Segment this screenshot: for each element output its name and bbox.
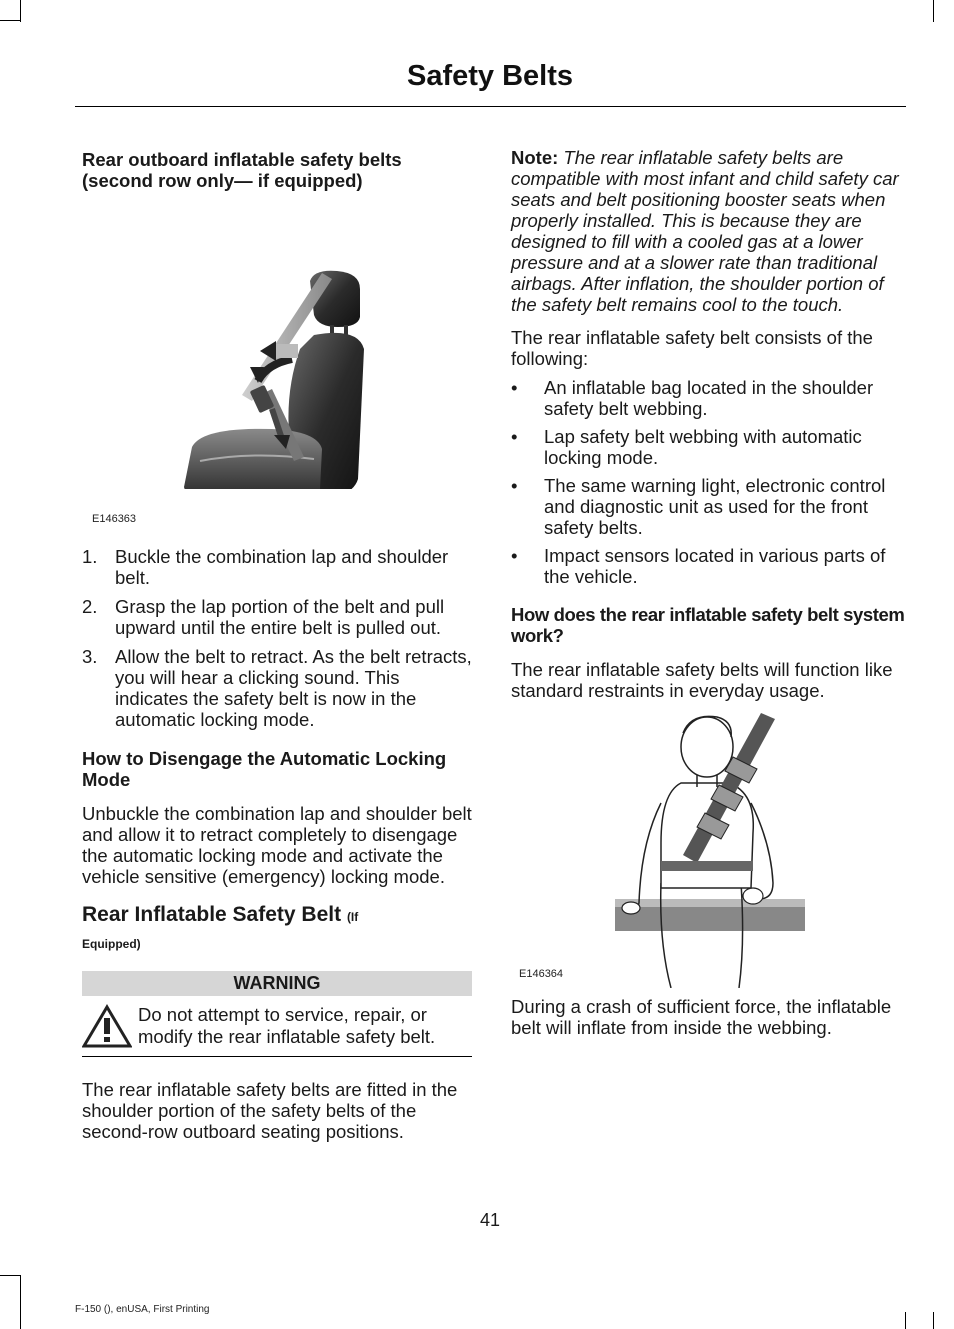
figure-id: E146363 (92, 513, 137, 525)
section-heading-inflatable-belts: Rear outboard inflatable safety belts (second row only— if equipped) (82, 149, 402, 191)
section-heading-rear-inflatable: Rear Inflatable Safety Belt (If (82, 903, 359, 926)
seat-belt-illustration (82, 199, 472, 489)
section-heading-how-it-works: How does the rear inflatable safety belt system work? (511, 604, 905, 646)
title-rule (75, 106, 906, 107)
right-column (511, 146, 905, 1038)
list-item: • The same warning light, electronic control and diagnostic unit as used for the front safety belts. (511, 475, 886, 538)
list-item: • Impact sensors located in various parts of the vehicle. (511, 545, 886, 587)
note-text: The rear inflatable safety belts are compatible with most infant and child safety car seats and belt positioning booster seats when properly installed. This is because they are designed to fill with a cooled gas at a lower pressure and at a slower rate than traditional airbags. After inflation, the shoulder portion of the safety belt remains cool to the touch. (511, 147, 899, 315)
consists-intro: The rear inflatable safety belt consists of the following: (511, 327, 873, 369)
crop-mark (905, 1312, 906, 1329)
list-item: 2. Grasp the lap portion of the belt and pull upward until the entire belt is pulled out. (82, 596, 445, 638)
crop-mark (933, 1312, 934, 1329)
figure-id: E146364 (519, 968, 564, 980)
crop-mark (0, 20, 20, 21)
seat-belt-figure (82, 199, 472, 525)
steps-list (82, 546, 472, 730)
components-list (511, 377, 905, 587)
page-number: 41 (479, 1210, 501, 1230)
how-it-works-body: The rear inflatable safety belts will function like standard restraints in everyday usage. (511, 659, 893, 701)
warning-text: Do not attempt to service, repair, or modify the rear inflatable safety belt. (138, 1004, 436, 1047)
list-item: • Lap safety belt webbing with automatic locking mode. (511, 426, 862, 468)
warning-label: WARNING (82, 971, 472, 996)
print-info: F-150 (), enUSA, First Printing (75, 1304, 210, 1315)
warning-triangle-icon (82, 1004, 132, 1048)
list-item: 3. Allow the belt to retract. As the belt retracts, you will hear a clicking sound. This indicates the safety belt is now in the automatic locking mode. (82, 646, 472, 730)
note-label: Note: (511, 147, 559, 168)
crash-body: During a crash of sufficient force, the inflatable belt will inflate from inside the webbing. (511, 996, 892, 1038)
left-column (82, 146, 472, 1142)
rear-inflatable-body: The rear inflatable safety belts are fitted in the shoulder portion of the safety belts of the second-row outboard seating positions. (82, 1079, 458, 1142)
list-item: 1. Buckle the combination lap and shoulder belt. (82, 546, 449, 588)
crop-mark (20, 1275, 21, 1329)
warning-box (82, 971, 472, 1057)
note-paragraph (511, 146, 905, 315)
list-item: • An inflatable bag located in the shoulder safety belt webbing. (511, 377, 874, 419)
disengage-body: Unbuckle the combination lap and shoulder belt and allow it to retract completely to disengage the automatic locking mode and activate the vehicle sensitive (emergency) locking mode. (82, 803, 472, 887)
child-belt-illustration (511, 713, 905, 988)
crop-mark (0, 1275, 20, 1276)
page-title: Safety Belts (406, 60, 573, 92)
crop-mark (933, 0, 934, 22)
crop-mark (20, 0, 21, 22)
heading-suffix: Equipped) (82, 937, 141, 951)
section-heading-disengage: How to Disengage the Automatic Locking Mode (82, 748, 447, 790)
child-belt-figure (511, 713, 905, 988)
